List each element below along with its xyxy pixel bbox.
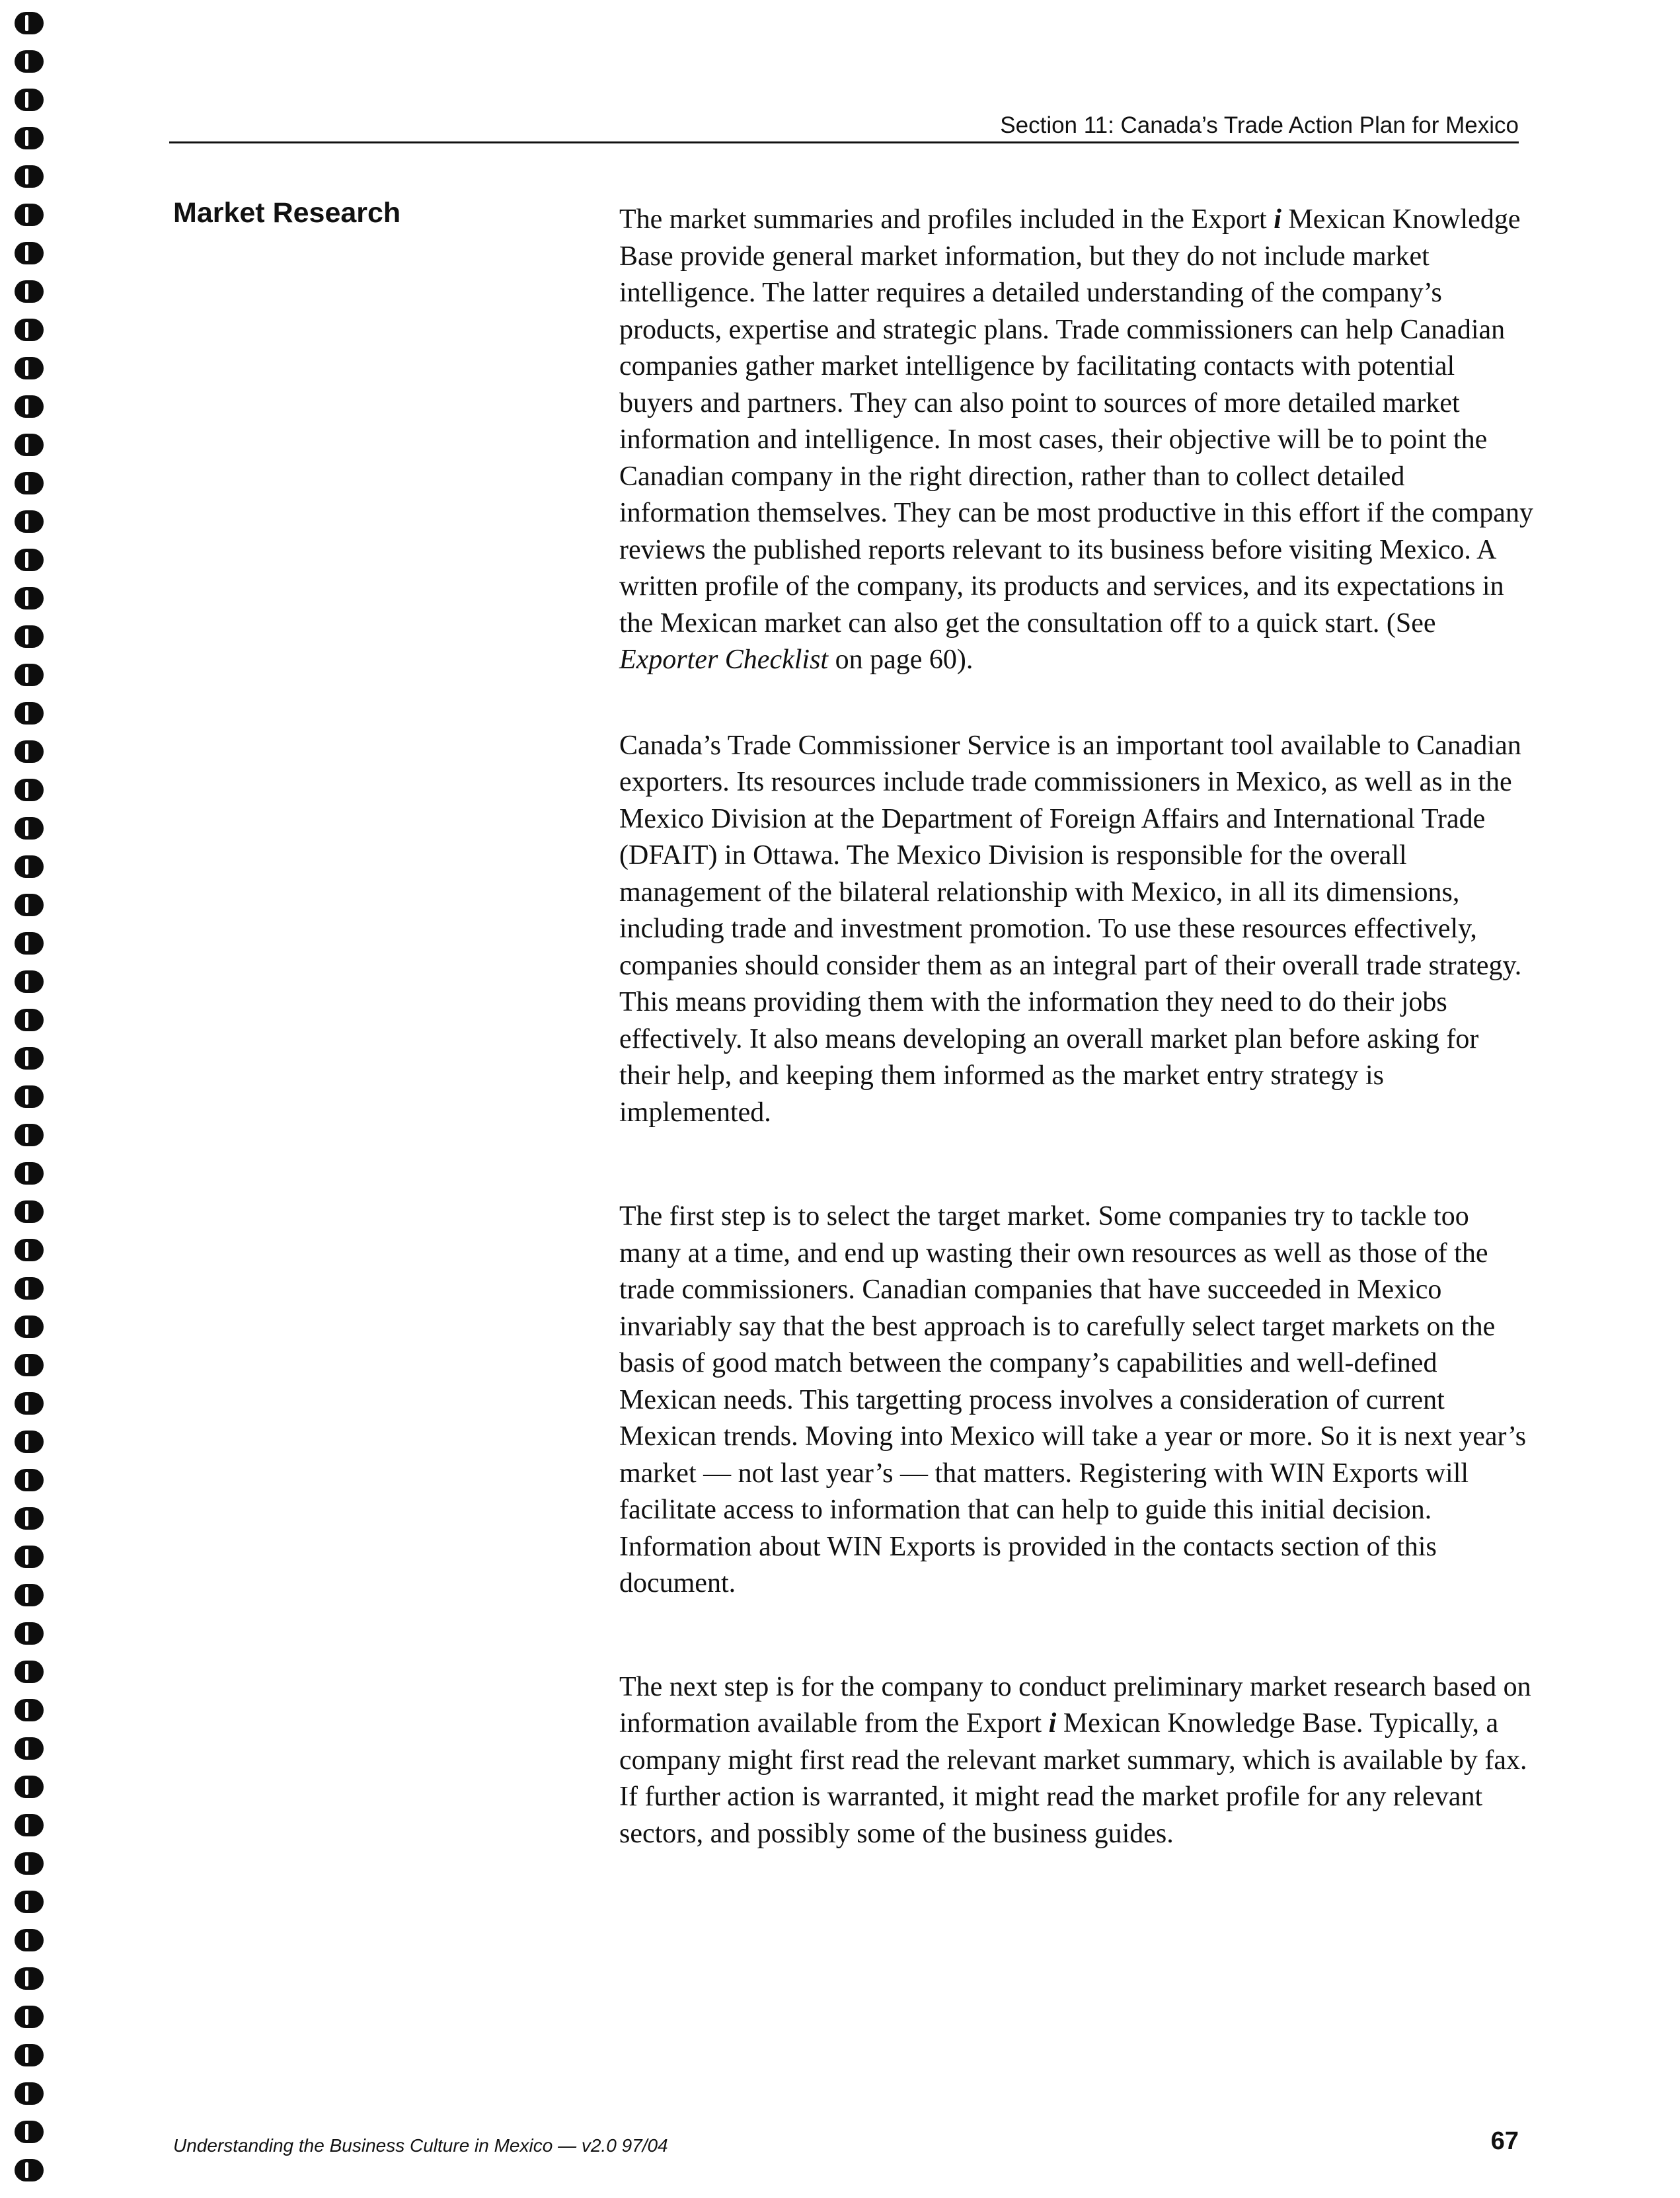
binding-hole — [15, 1584, 44, 1606]
binding-hole — [15, 625, 44, 648]
binding-hole — [15, 165, 44, 188]
paragraph-1-part-3: on page 60). — [828, 645, 974, 675]
binding-hole — [15, 510, 44, 533]
binding-hole — [15, 1929, 44, 1951]
binding-hole — [15, 2159, 44, 2181]
binding-hole — [15, 1009, 44, 1031]
binding-hole — [15, 127, 44, 149]
binding-hole — [15, 89, 44, 111]
section-title: Section 11: Canada’s Trade Action Plan for Mexico — [1000, 112, 1519, 138]
binding-hole — [15, 1315, 44, 1338]
binding-hole — [15, 1507, 44, 1530]
binding-hole — [15, 1047, 44, 1070]
binding-hole — [15, 740, 44, 763]
binding-hole — [15, 1967, 44, 1990]
binding-hole — [15, 932, 44, 955]
binding-hole — [15, 817, 44, 840]
binding-hole — [15, 1469, 44, 1491]
binding-hole — [15, 12, 44, 34]
binding-hole — [15, 1392, 44, 1415]
binding-hole — [15, 1277, 44, 1300]
binding-hole — [15, 395, 44, 418]
paragraph-1-part-2: Mexican Knowledge Base provide general market information, but they do not include market intelligence. The latter requires a detailed understanding of the company’s products, expertise and strategic plans. Trade commissioners can help Canadian companies gather market intelligence by facilitating contacts with potential buyers and partners. They can also point to sources of more detailed market information and intelligence. In most cases, their objective will be to point the Canadian company in the right direction, rather than to collect detailed information themselves. They can be most productive in this effort if the company reviews the published reports relevant to its business before visiting Mexico. A written profile of the company, its products and services, and its expectations in the Mexican market can also get the consultation off to a quick start. (See — [619, 204, 1533, 639]
binding-hole — [15, 1546, 44, 1568]
running-header — [169, 108, 1519, 143]
binding-hole — [15, 1776, 44, 1798]
spiral-binding — [15, 0, 54, 2198]
binding-hole — [15, 587, 44, 609]
paragraph-1-part-1: The market summaries and profiles included in the Export — [619, 204, 1274, 235]
binding-hole — [15, 970, 44, 993]
exporter-checklist-reference: Exporter Checklist — [619, 645, 829, 675]
paragraph-4-part-2: Mexican Knowledge Base. Typically, a company might first read the relevant market summary, which is available by fax. If further action is warranted, it might read the market profile for any relevant sectors, and possibly some of the business guides. — [619, 1708, 1527, 1849]
binding-hole — [15, 1622, 44, 1645]
binding-hole — [15, 894, 44, 916]
binding-hole — [15, 204, 44, 226]
binding-hole — [15, 242, 44, 264]
binding-hole — [15, 1085, 44, 1108]
paragraph-1 — [619, 202, 1535, 679]
footer-document-title: Understanding the Business Culture in Mexico — v2.0 97/04 — [173, 2135, 668, 2156]
binding-hole — [15, 1661, 44, 1683]
binding-hole — [15, 1124, 44, 1146]
paragraph-4-part-1: The next step is for the company to conduct preliminary market research based on information available from the Export — [619, 1671, 1531, 1739]
binding-hole — [15, 855, 44, 878]
binding-hole — [15, 549, 44, 571]
binding-hole — [15, 1354, 44, 1376]
binding-hole — [15, 1814, 44, 1836]
binding-hole — [15, 702, 44, 725]
paragraph-3: The first step is to select the target market. Some companies try to tackle too many at a time, and end up wasting their own resources as well as those of the trade commissioners. Canadian companies that have succeeded in Mexico invariably say that the best approach is to carefully select target markets on the basis of good match between the company’s capabilities and well-defined Mexican needs. This targetting process involves a consideration of current Mexican trends. Moving into Mexico will take a year or more. So it is next year’s market — not last year’s — that matters. Registering with WIN Exports will facilitate access to information that can help to guide this initial decision. Information about WIN Exports is provided in the contacts section of this document. — [619, 1201, 1527, 1598]
body-text — [619, 202, 1535, 1852]
section-heading: Market Research — [173, 197, 401, 229]
binding-hole — [15, 1891, 44, 1913]
binding-hole — [15, 779, 44, 801]
export-i-mark: i — [1048, 1708, 1057, 1739]
binding-hole — [15, 1239, 44, 1261]
binding-hole — [15, 319, 44, 341]
export-i-mark: i — [1274, 204, 1281, 235]
binding-hole — [15, 1852, 44, 1875]
binding-hole — [15, 1737, 44, 1760]
page-number: 67 — [1490, 2127, 1519, 2155]
binding-hole — [15, 1699, 44, 1721]
binding-hole — [15, 1200, 44, 1223]
binding-hole — [15, 2082, 44, 2105]
binding-hole — [15, 1162, 44, 1185]
binding-hole — [15, 1431, 44, 1453]
binding-hole — [15, 2006, 44, 2028]
binding-hole — [15, 2044, 44, 2066]
binding-hole — [15, 664, 44, 686]
paragraph-4 — [619, 1669, 1535, 1853]
paragraph-2: Canada’s Trade Commissioner Service is an important tool available to Canadian exporters. Its resources include trade commissioners in Mexico, as well as in the Mexico Division at the Department of Foreign Affairs and International Trade (DFAIT) in Ottawa. The Mexico Division is responsible for the overall management of the bilateral relationship with Mexico, in all its dimensions, including trade and investment promotion. To use these resources effectively, companies should consider them as an integral part of their overall trade strategy. This means providing them with the information they need to do their jobs effectively. It also means developing an overall market plan before asking for their help, and keeping them informed as the market entry strategy is implemented. — [619, 730, 1522, 1128]
binding-hole — [15, 434, 44, 456]
binding-hole — [15, 472, 44, 494]
binding-hole — [15, 50, 44, 73]
binding-hole — [15, 2121, 44, 2143]
binding-hole — [15, 280, 44, 303]
binding-hole — [15, 357, 44, 379]
